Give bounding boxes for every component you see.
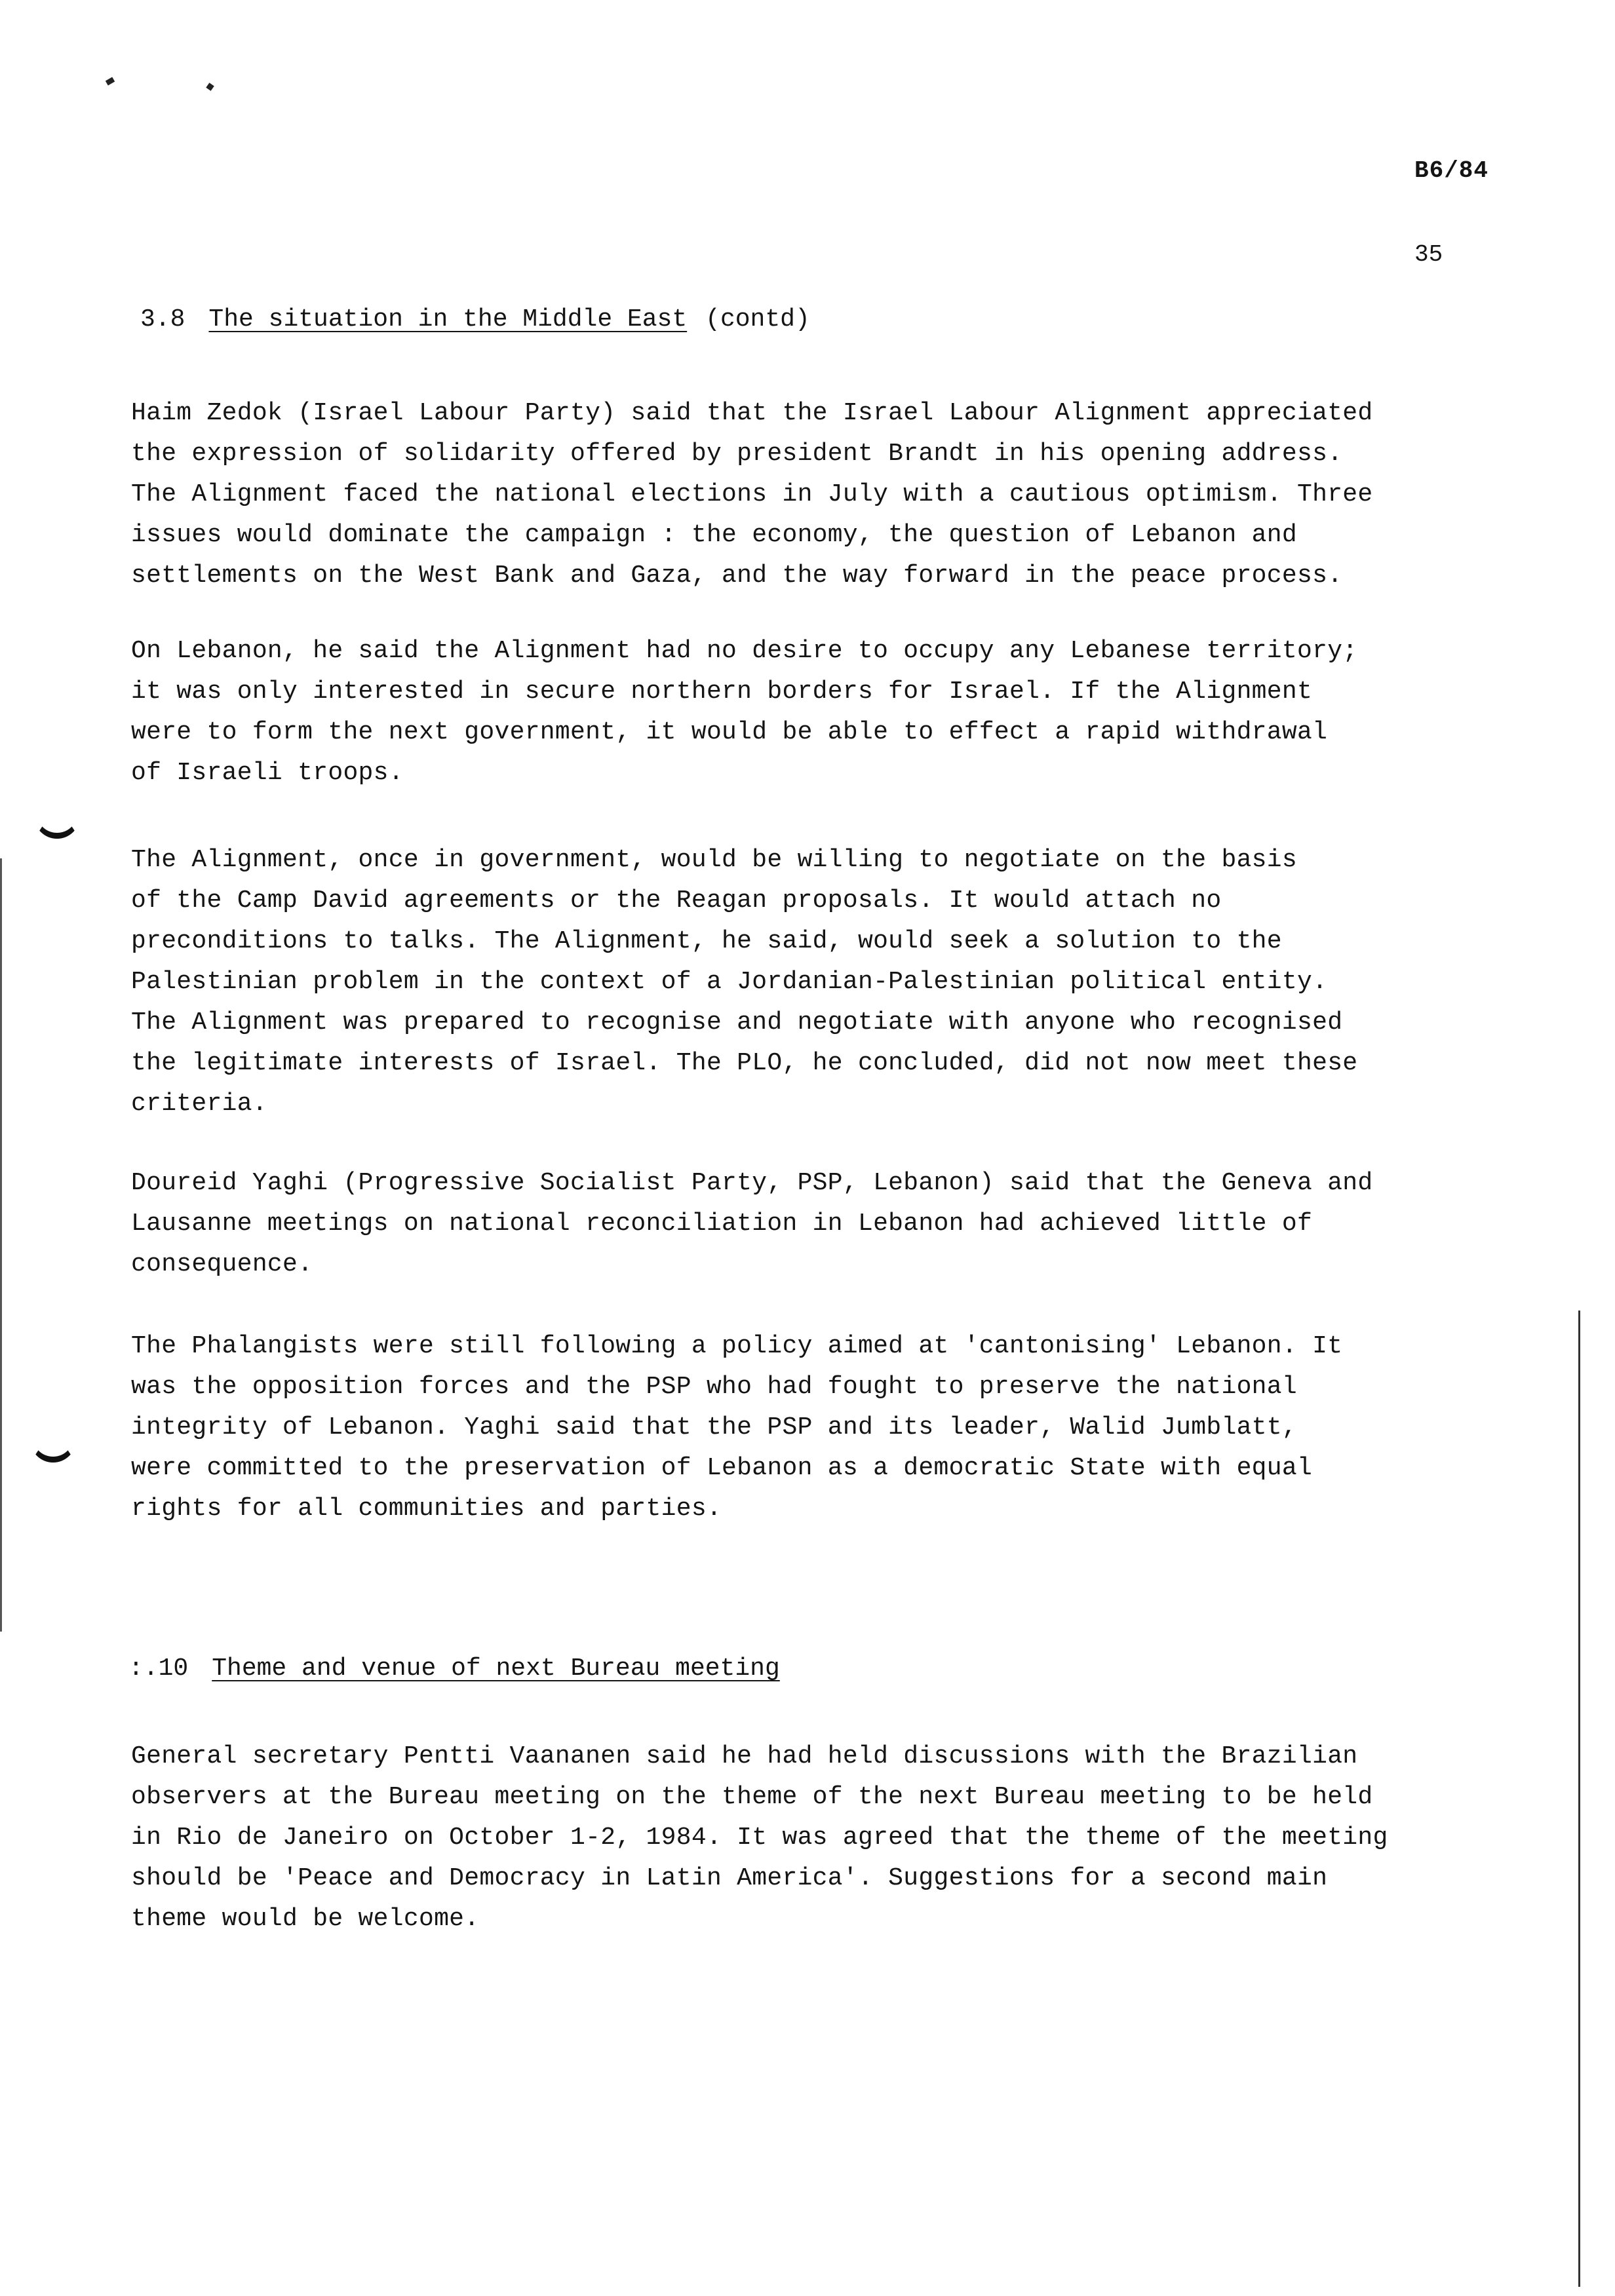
text-line: On Lebanon, he said the Alignment had no desire to occupy any Lebanese territory; <box>131 637 1358 665</box>
text-line: of Israeli troops. <box>131 759 404 787</box>
section-heading-bureau <box>128 1653 780 1685</box>
text-line: in Rio de Janeiro on October 1-2, 1984. It was agreed that the theme of the meeting <box>131 1824 1388 1852</box>
text-line: General secretary Pentti Vaananen said he had held discussions with the Brazilian <box>131 1742 1358 1770</box>
text-line: it was only interested in secure northern borders for Israel. If the Alignment <box>131 678 1313 706</box>
text-line: observers at the Bureau meeting on the theme of the next Bureau meeting to be held <box>131 1783 1373 1811</box>
text-line: were committed to the preservation of Lebanon as a democratic State with equal <box>131 1454 1313 1482</box>
paragraph-yaghi-phalangists <box>131 1326 1481 1529</box>
punch-hole-mark <box>34 793 80 839</box>
document-reference: B6/84 <box>1414 157 1489 184</box>
text-line: rights for all communities and parties. <box>131 1495 722 1523</box>
text-line: The Alignment was prepared to recognise and negotiate with anyone who recognised <box>131 1008 1343 1037</box>
text-line: The Alignment, once in government, would be willing to negotiate on the basis <box>131 846 1297 874</box>
page-edge-line <box>1578 1311 1580 2287</box>
text-line: preconditions to talks. The Alignment, he said, would seek a solution to the <box>131 927 1282 955</box>
text-line: the expression of solidarity offered by president Brandt in his opening address. <box>131 440 1343 468</box>
text-line: settlements on the West Bank and Gaza, and the way forward in the peace process. <box>131 562 1343 590</box>
text-line: Haim Zedok (Israel Labour Party) said that the Israel Labour Alignment appreciated <box>131 399 1373 427</box>
text-line: Lausanne meetings on national reconciliation in Lebanon had achieved little of <box>131 1210 1313 1238</box>
section-number: :.10 <box>128 1655 189 1683</box>
paragraph-bureau-theme <box>131 1736 1481 1940</box>
section-title-suffix: (contd) <box>705 305 810 334</box>
text-line: was the opposition forces and the PSP who had fought to preserve the national <box>131 1373 1297 1401</box>
text-line: criteria. <box>131 1090 267 1118</box>
section-number: 3.8 <box>140 305 185 334</box>
paragraph-yaghi-meetings <box>131 1163 1481 1285</box>
text-line: integrity of Lebanon. Yaghi said that the PSP and its leader, Walid Jumblatt, <box>131 1413 1297 1442</box>
text-line: should be 'Peace and Democracy in Latin America'. Suggestions for a second main <box>131 1864 1328 1892</box>
text-line: The Phalangists were still following a policy aimed at 'cantonising' Lebanon. It <box>131 1332 1343 1360</box>
text-line: the legitimate interests of Israel. The PLO, he concluded, did not now meet these <box>131 1049 1358 1077</box>
paragraph-zedok-lebanon <box>131 631 1481 794</box>
punch-hole-mark <box>30 1417 76 1463</box>
paragraph-zedok-intro <box>131 393 1481 596</box>
text-line: issues would dominate the campaign : the economy, the question of Lebanon and <box>131 521 1297 549</box>
paragraph-zedok-negotiation <box>131 840 1481 1124</box>
text-line: consequence. <box>131 1250 313 1278</box>
text-line: Doureid Yaghi (Progressive Socialist Party, PSP, Lebanon) said that the Geneva and <box>131 1169 1373 1197</box>
section-heading-middle-east <box>140 304 810 335</box>
text-line: theme would be welcome. <box>131 1905 480 1933</box>
section-title: The situation in the Middle East <box>208 305 688 334</box>
page-edge-line <box>0 858 2 1632</box>
text-line: Palestinian problem in the context of a Jordanian-Palestinian political entity. <box>131 968 1328 996</box>
scan-mark <box>206 83 214 91</box>
text-line: of the Camp David agreements or the Reagan proposals. It would attach no <box>131 887 1222 915</box>
scan-mark <box>106 77 115 86</box>
section-title: Theme and venue of next Bureau meeting <box>212 1655 780 1683</box>
text-line: The Alignment faced the national elections in July with a cautious optimism. Three <box>131 480 1373 508</box>
text-line: were to form the next government, it would be able to effect a rapid withdrawal <box>131 718 1328 746</box>
page-number: 35 <box>1414 241 1443 268</box>
